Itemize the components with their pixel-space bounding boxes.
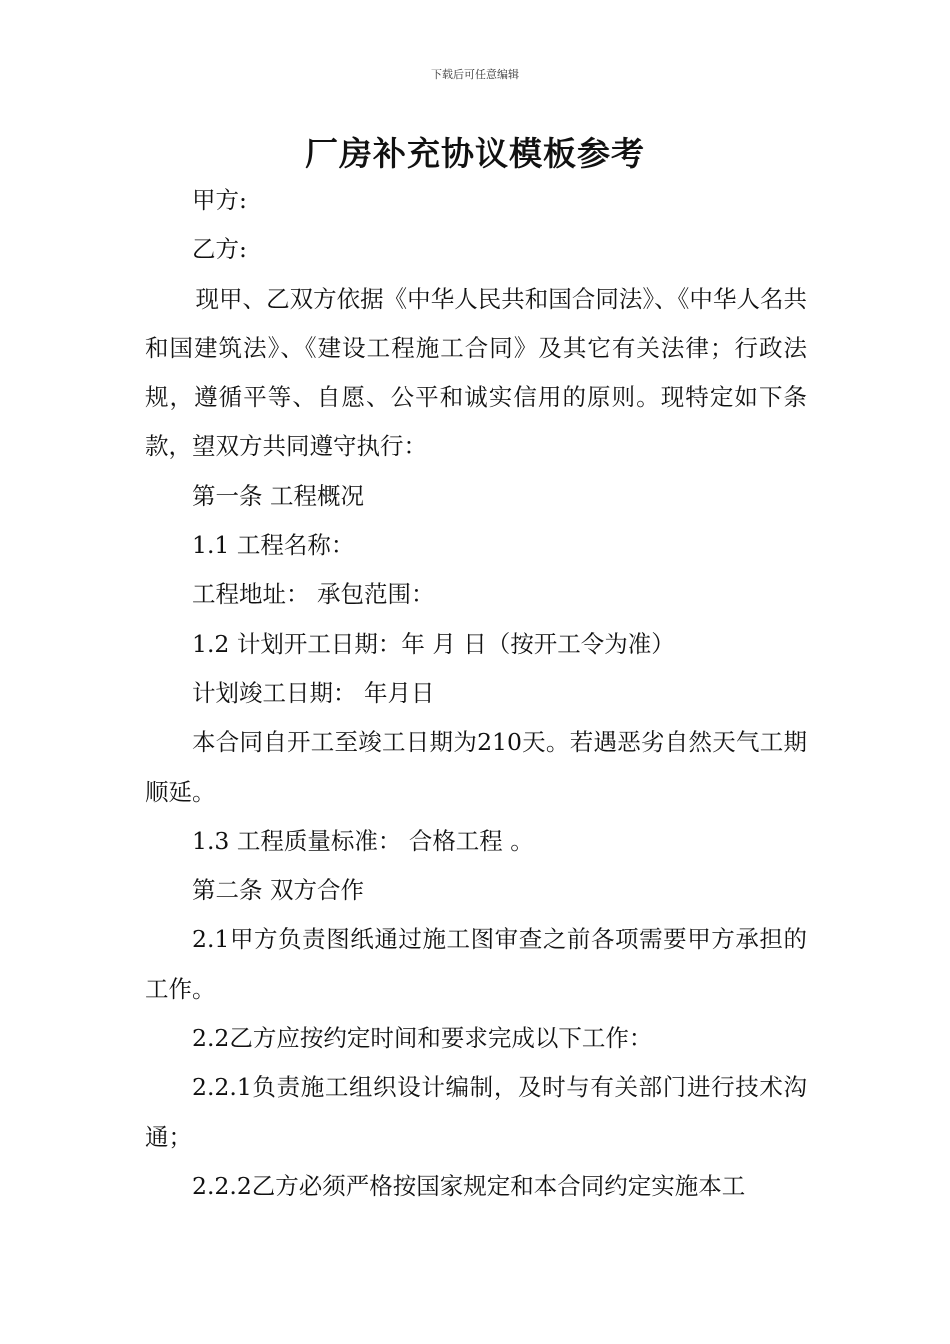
planned-completion-line: 计划竣工日期： 年月日 [192,678,435,707]
clause-1-1: 1.1 工程名称： [192,531,355,560]
clause-2-2-1: 2.2.1负责施工组织设计编制，及时与有关部门进行技术沟通； [145,1073,807,1151]
clause-1-2: 1.2 计划开工日期：年 月 日（按开工令为准） [192,629,675,658]
clause-2-2: 2.2乙方应按约定时间和要求完成以下工作： [192,1024,653,1053]
article-2-heading: 第二条 双方合作 [192,876,364,905]
party-a-line: 甲方: [192,186,247,214]
preamble-paragraph: 现甲、乙双方依据《中华人民共和国合同法》、《中华人名共和国建筑法》、《建设工程施工合同》及其它有关法律；行政法规，遵循平等、自愿、公平和诚实信用的原则。现特定如下条款，望双方共同遵守执行： [145,284,807,461]
clause-2-2-2: 2.2.2乙方必须严格按国家规定和本合同约定实施本工 [192,1171,746,1200]
clause-1-3: 1.3 工程质量标准： 合格工程 。 [192,826,534,855]
header-note: 下载后可任意编辑 [431,68,519,81]
party-b-line: 乙方: [192,235,247,264]
article-1-heading: 第一条 工程概况 [192,481,364,510]
clause-2-1: 2.1甲方负责图纸通过施工图审查之前各项需要甲方承担的工作。 [145,925,807,1003]
duration-paragraph: 本合同自开工至竣工日期为210天。若遇恶劣自然天气工期顺延。 [145,728,807,806]
project-address-line: 工程地址： 承包范围： [192,580,435,609]
document-title: 厂房补充协议模板参考 [305,134,645,173]
document-body [145,176,807,1211]
